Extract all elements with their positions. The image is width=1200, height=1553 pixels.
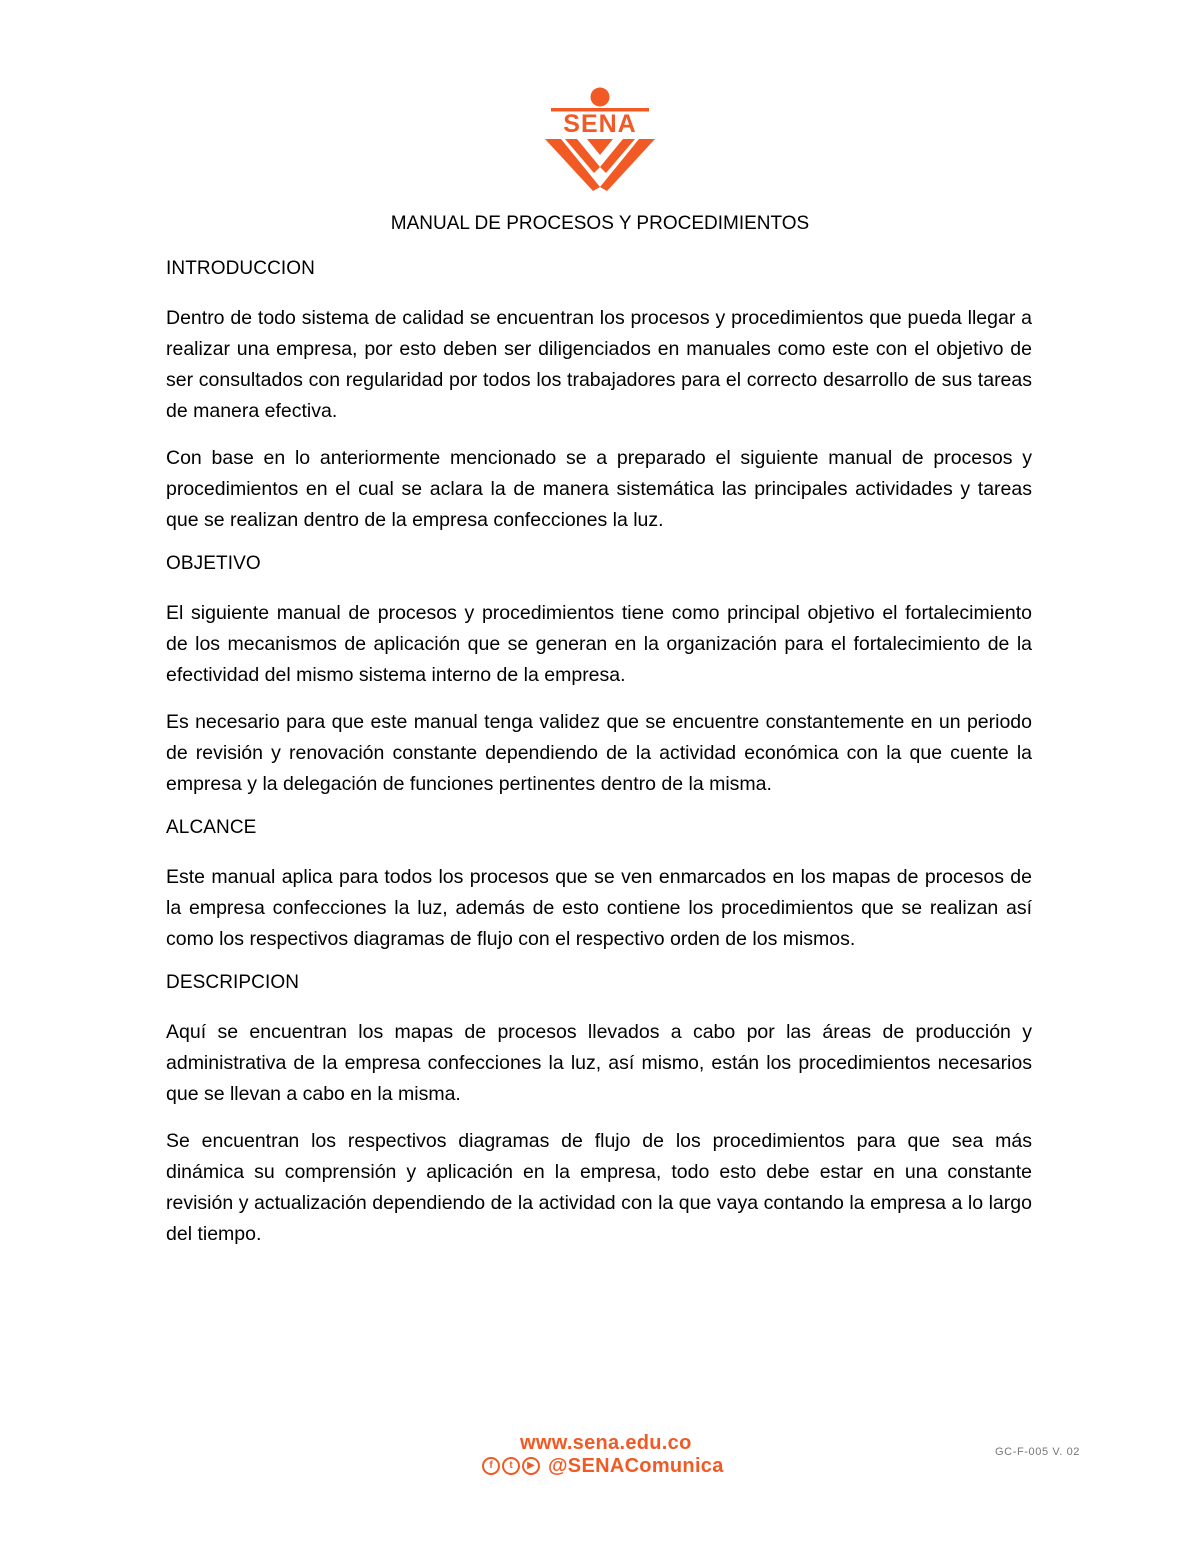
youtube-icon[interactable]: ▶ xyxy=(522,1457,540,1475)
paragraph: El siguiente manual de procesos y procedimientos tiene como principal objetivo el fortalecimiento de los mecanismos de aplicación que se generan en la organización para el fortalecimiento de la efectividad del mismo sistema interno de la empresa. xyxy=(166,602,1032,686)
sena-logo xyxy=(543,87,657,191)
document-body xyxy=(166,257,1032,1250)
section-heading: OBJETIVO xyxy=(166,553,261,574)
document-title: MANUAL DE PROCESOS Y PROCEDIMIENTOS xyxy=(390,213,810,234)
paragraph: Este manual aplica para todos los procesos que se ven enmarcados en los mapas de procesos de la empresa confecciones la luz, además de esto contiene los procedimientos que se realizan así como los respectivos diagramas de flujo con el respectivo orden de los mismos. xyxy=(166,866,1032,950)
paragraph: Es necesario para que este manual tenga validez que se encuentre constantemente en un periodo de revisión y renovación constante dependiendo de la actividad económica con la que cuente la empresa y la delegación de funciones pertinentes dentro de la misma. xyxy=(166,711,1032,795)
sena-logo-text: SENA xyxy=(563,110,637,138)
twitter-icon[interactable]: t xyxy=(502,1457,520,1475)
section-heading: DESCRIPCION xyxy=(166,972,300,993)
section-introduccion xyxy=(166,257,1032,536)
paragraph: Dentro de todo sistema de calidad se encuentran los procesos y procedimientos que pueda llegar a realizar una empresa, por esto deben ser diligenciados en manuales como este con el objetivo de ser consultados con regularidad por todos los trabajadores para el correcto desarrollo de sus tareas de manera efectiva. xyxy=(166,307,1032,422)
facebook-icon[interactable]: f xyxy=(482,1457,500,1475)
paragraph: Se encuentran los respectivos diagramas de flujo de los procedimientos para que sea más dinámica su comprensión y aplicación en la empresa, todo esto debe estar en una constante revisión y actualización dependiendo de la actividad con la que vaya contando la empresa a lo largo del tiempo. xyxy=(166,1130,1032,1245)
section-heading: ALCANCE xyxy=(166,817,257,838)
section-alcance xyxy=(166,816,1032,955)
footer-social-handle[interactable]: @SENAComunica xyxy=(548,1455,724,1477)
footer-social xyxy=(482,1454,724,1478)
paragraph: Aquí se encuentran los mapas de procesos llevados a cabo por las áreas de producción y administrativa de la empresa confecciones la luz, así mismo, están los procedimientos necesarios que se llevan a cabo en la misma. xyxy=(166,1021,1032,1105)
footer-website-link[interactable]: www.sena.edu.co xyxy=(520,1432,692,1454)
form-code: GC-F-005 V. 02 xyxy=(995,1446,1081,1458)
section-heading: INTRODUCCION xyxy=(166,258,315,279)
paragraph: Con base en lo anteriormente mencionado se a preparado el siguiente manual de procesos y procedimientos en el cual se aclara la de manera sistemática las principales actividades y tareas que se realizan dentro de la empresa confecciones la luz. xyxy=(166,447,1032,531)
section-objetivo xyxy=(166,552,1032,800)
section-descripcion xyxy=(166,971,1032,1250)
